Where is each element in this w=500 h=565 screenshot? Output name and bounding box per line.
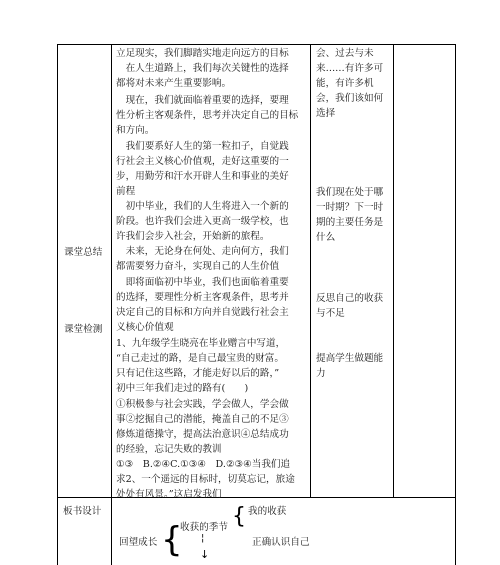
table-top-border bbox=[57, 44, 455, 45]
lesson-line: ①③ B.②④C.①③④ D.②③④当我们追 bbox=[116, 459, 291, 470]
note-line: 会、过去与未 bbox=[316, 48, 374, 59]
lesson-line: 义核心价值观 bbox=[116, 322, 174, 333]
lesson-line: “自己走过的路，是自己最宝贵的财富。 bbox=[116, 353, 284, 364]
board-my-harvest: 我的收获 bbox=[248, 506, 287, 517]
note-line: 期的主要任务是 bbox=[316, 217, 384, 228]
lesson-line: 前程 bbox=[116, 186, 136, 197]
note-line: 能，有许多机 bbox=[316, 78, 374, 89]
lesson-line: 即将面临初中毕业，我们也面临着重要 bbox=[116, 277, 289, 288]
note-line: 力 bbox=[316, 368, 326, 379]
lesson-line: 的选择，要理性分析主客观条件，思考并 bbox=[116, 292, 289, 303]
note-line: 与不足 bbox=[316, 308, 345, 319]
table-divider-col3 bbox=[393, 44, 394, 497]
lesson-line: 行社会主义核心价值观，走好这重要的一 bbox=[116, 156, 289, 167]
lesson-line: 都将对未来产生重要影响。 bbox=[116, 78, 232, 89]
lesson-line: ①积极参与社会实践，学会做人，学会做 bbox=[116, 399, 289, 410]
lesson-line: 许我们会步入社会，开始新的旅程。 bbox=[116, 231, 270, 242]
lesson-line: 决定自己的目标和方向并自觉践行社会主 bbox=[116, 307, 289, 318]
note-line: 选择 bbox=[316, 108, 336, 119]
note-line: 会，我们该如何 bbox=[316, 93, 384, 104]
table-divider-col2 bbox=[310, 44, 311, 497]
note-line: 来……有许多可 bbox=[316, 63, 384, 74]
board-season-label: 收获的季节 bbox=[180, 522, 228, 533]
lesson-line: 都需要努力奋斗，实现自己的人生价值 bbox=[116, 261, 280, 272]
lesson-line: 和方向。 bbox=[116, 125, 155, 136]
lesson-line: 事②挖掘自己的潜能，掩盖自己的不足③ bbox=[116, 414, 289, 425]
lesson-line: 只有记住这些路，才能走好以后的路，” bbox=[116, 368, 280, 379]
lesson-line: 步，用勤劳和汗水开辟人生和事业的美好 bbox=[116, 171, 289, 182]
table-right-border bbox=[455, 44, 456, 565]
note-line: 反思自己的收获 bbox=[316, 293, 384, 304]
lesson-line: 未来，无论身在何处、走向何方，我们 bbox=[116, 246, 289, 257]
board-label: 板书设计 bbox=[63, 506, 102, 517]
lesson-line: 性分析主客观条件，思考并决定自己的目标 bbox=[116, 110, 299, 121]
lesson-line: 现在，我们就面临着重要的选择，要理 bbox=[116, 95, 289, 106]
lesson-line: 我们要系好人生的第一粒扣子，自觉践 bbox=[116, 141, 289, 152]
note-line: 我们现在处于哪 bbox=[316, 187, 384, 198]
note-line: 什么 bbox=[316, 232, 336, 243]
dashed-arrow-icon: ¦ bbox=[201, 533, 205, 544]
lesson-line: 在人生道路上，我们每次关键性的选择 bbox=[116, 63, 289, 74]
down-arrow-icon: ↓ bbox=[200, 548, 210, 561]
left-brace-icon: { bbox=[161, 520, 183, 560]
summary-label: 课堂总结 bbox=[64, 247, 103, 258]
lesson-line: 初中三年我们走过的路有( ) bbox=[116, 383, 249, 394]
test-label: 课堂检测 bbox=[64, 324, 103, 335]
board-review-label: 回望成长 bbox=[119, 537, 158, 548]
lesson-line: 阶段。也许我们会进入更高一级学校，也 bbox=[116, 216, 289, 227]
table-left-border bbox=[57, 44, 58, 565]
note-line: 一时期？下一时 bbox=[316, 202, 384, 213]
lesson-line: 修炼道德操守，提高法治意识④总结成功 bbox=[116, 429, 289, 440]
note-line: 提高学生做题能 bbox=[316, 353, 384, 364]
lesson-line: 初中毕业，我们的人生将进入一个新的 bbox=[116, 201, 289, 212]
small-brace-icon: { bbox=[232, 504, 246, 529]
lesson-line: 立足现实，我们脚踏实地走向远方的目标 bbox=[116, 48, 289, 59]
lesson-line: 求2、一个遥远的目标时，切莫忘记，旅途 bbox=[116, 474, 295, 485]
lesson-line: 1、九年级学生晓亮在毕业赠言中写道， bbox=[116, 338, 286, 349]
table-divider-col1 bbox=[111, 44, 112, 565]
lesson-line: 处处有风景。”这启发我们 bbox=[116, 489, 222, 500]
lesson-line: 的经验，忘记失败的教训 bbox=[116, 444, 222, 455]
board-know-self: 正确认识自己 bbox=[252, 537, 310, 548]
